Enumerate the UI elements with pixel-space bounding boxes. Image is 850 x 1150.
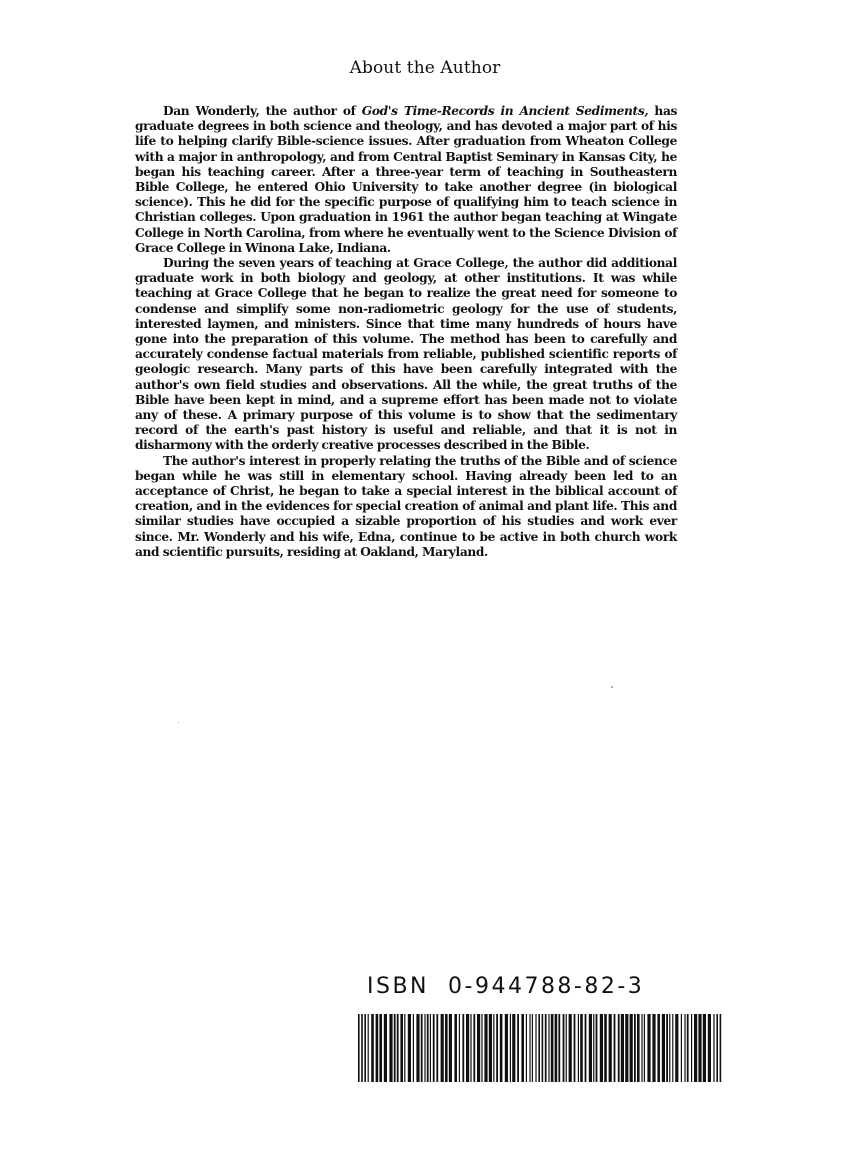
barcode-bar <box>449 1014 452 1082</box>
barcode-bar <box>691 1014 692 1082</box>
barcode-bar <box>473 1014 475 1082</box>
barcode-bar <box>379 1014 382 1082</box>
isbn-barcode <box>357 1014 723 1082</box>
barcode-bar <box>462 1014 464 1082</box>
barcode-bar <box>445 1014 448 1082</box>
bio-paragraph-3: The author's interest in properly relating the truths of the Bible and of science began while he was still in elementary school. Having already been led to an acceptance of Christ, he began to take a special interest in the biblical account of creation, and in the evidences for special creation of animal and plant life. This and similar studies have occupied a sizable proportion of his studies and work ever since. Mr. Wonderly and his wife, Edna, continue to be active in both church work and scientific pursuits, residing at Oakland, Maryland. <box>135 453 677 559</box>
barcode-bar <box>657 1014 660 1082</box>
barcode-bar <box>489 1014 492 1082</box>
barcode-bar <box>481 1014 482 1082</box>
barcode-bar <box>441 1014 444 1082</box>
barcode-bar <box>621 1014 624 1082</box>
barcode-bar <box>558 1014 560 1082</box>
barcode-bar <box>604 1014 607 1082</box>
scan-speck <box>611 686 613 688</box>
barcode-bar <box>512 1014 515 1082</box>
barcode-bar <box>551 1014 554 1082</box>
barcode-bar <box>578 1014 579 1082</box>
isbn-line <box>367 974 727 999</box>
barcode-bar <box>532 1014 533 1082</box>
barcode-bar <box>703 1014 706 1082</box>
barcode-bar <box>400 1014 403 1082</box>
barcode-bar <box>681 1014 682 1082</box>
bio-paragraph-1-after: has graduate degrees in both science and theology, and has devoted a major part of his life to helping clarify Bible-science issues. After graduation from Wheaton College with a major in anthropology, and from Central Baptist Seminary in Kansas City, he began his teaching career. After a three-year term of teaching in Southeastern Bible College, he entered Ohio University to take another degree (in biological science). This he did for the specific purpose of qualifying him to teach science in Christian colleges. Upon graduation in 1961 the author began teaching at Wingate College in North Carolina, from where he eventually went to the Science Division of Grace College in Winona Lake, Indiana. <box>135 104 677 255</box>
barcode-bar <box>600 1014 603 1082</box>
barcode-bar <box>505 1014 508 1082</box>
barcode-bar <box>720 1014 722 1082</box>
barcode-bar <box>517 1014 519 1082</box>
barcode-bar <box>708 1014 711 1082</box>
barcode-bar <box>687 1014 689 1082</box>
barcode-bar <box>521 1014 524 1082</box>
barcode-bar <box>529 1014 530 1082</box>
page-title: About the Author <box>349 58 501 78</box>
barcode-bar <box>698 1014 701 1082</box>
barcode-bar <box>416 1014 419 1082</box>
barcode-bar <box>625 1014 628 1082</box>
barcode-bar <box>647 1014 650 1082</box>
barcode-bar <box>397 1014 399 1082</box>
barcode-bar <box>585 1014 587 1082</box>
barcode-bar <box>466 1014 469 1082</box>
bio-paragraph-1 <box>135 104 677 256</box>
barcode-bar <box>609 1014 612 1082</box>
barcode-bar <box>459 1014 460 1082</box>
barcode-bar <box>574 1014 576 1082</box>
barcode-bar <box>427 1014 429 1082</box>
barcode-bar <box>493 1014 494 1082</box>
barcode-bar <box>404 1014 405 1082</box>
barcode-bar <box>433 1014 435 1082</box>
barcode-bar <box>569 1014 572 1082</box>
barcode-bar <box>614 1014 616 1082</box>
barcode-bar <box>545 1014 547 1082</box>
barcode-bar <box>361 1014 363 1082</box>
author-biography <box>135 104 677 560</box>
barcode-bar <box>526 1014 527 1082</box>
barcode-bar <box>672 1014 673 1082</box>
barcode-bar <box>596 1014 598 1082</box>
barcode-bar <box>384 1014 387 1082</box>
barcode-bar <box>716 1014 718 1082</box>
barcode-bar <box>618 1014 620 1082</box>
barcode-bar <box>684 1014 685 1082</box>
barcode-bar <box>454 1014 457 1082</box>
barcode-bar <box>566 1014 567 1082</box>
barcode-bar <box>542 1014 544 1082</box>
barcode-bar <box>408 1014 411 1082</box>
bio-paragraph-1-before: Dan Wonderly, the author of <box>163 104 362 118</box>
barcode-bar <box>376 1014 379 1082</box>
barcode-bar <box>484 1014 487 1082</box>
barcode-bar <box>430 1014 431 1082</box>
barcode-bar <box>713 1014 714 1082</box>
isbn-label: ISBN <box>367 974 430 999</box>
isbn-number: 0-944788-82-3 <box>448 974 645 999</box>
barcode-bar <box>470 1014 471 1082</box>
barcode-bar <box>368 1014 369 1082</box>
barcode-bar <box>496 1014 498 1082</box>
barcode-bar <box>535 1014 536 1082</box>
barcode-bar <box>364 1014 366 1082</box>
barcode-bar <box>630 1014 633 1082</box>
barcode-bar <box>563 1014 565 1082</box>
book-title: God's Time-Records in Ancient Sediments, <box>361 104 649 118</box>
barcode-bar <box>637 1014 640 1082</box>
barcode-bar <box>500 1014 503 1082</box>
barcode-bar <box>580 1014 583 1082</box>
barcode-bar <box>548 1014 549 1082</box>
barcode-bar <box>666 1014 668 1082</box>
barcode-bar <box>371 1014 374 1082</box>
barcode-bar <box>694 1014 697 1082</box>
barcode-bar <box>389 1014 392 1082</box>
barcode-bar <box>394 1014 396 1082</box>
barcode-bar <box>652 1014 655 1082</box>
scan-speck <box>178 722 179 723</box>
barcode-bar <box>555 1014 558 1082</box>
barcode-bar <box>634 1014 636 1082</box>
barcode-bar <box>593 1014 594 1082</box>
barcode-bar <box>538 1014 540 1082</box>
barcode-bar <box>436 1014 438 1082</box>
barcode-bar <box>675 1014 678 1082</box>
barcode-bar <box>421 1014 423 1082</box>
barcode-bar <box>641 1014 642 1082</box>
barcode-bar <box>644 1014 645 1082</box>
barcode-bar <box>669 1014 670 1082</box>
barcode-bar <box>662 1014 665 1082</box>
bio-paragraph-2: During the seven years of teaching at Grace College, the author did additional graduate work in both biology and geology, at other institutions. It was while teaching at Grace College that he began to realize the great need for someone to condense and simplify some non-radiometric geology for the use of students, interested laymen, and ministers. Since that time many hundreds of hours have gone into the preparation of this volume. The method has been to carefully and accurately condense factual materials from reliable, published scientific reports of geologic research. Many parts of this have been carefully integrated with the author's own field studies and observations. All the while, the great truths of the Bible have been kept in mind, and a supreme effort has been made not to violate any of these. A primary purpose of this volume is to show that the sedimentary record of the earth's past history is useful and reliable, and that it is not in disharmony with the orderly creative processes described in the Bible. <box>135 256 677 453</box>
barcode-bar <box>510 1014 511 1082</box>
barcode-bar <box>413 1014 414 1082</box>
barcode-bar <box>589 1014 592 1082</box>
barcode-bar <box>477 1014 480 1082</box>
barcode-bar <box>358 1014 360 1082</box>
barcode-bar <box>424 1014 425 1082</box>
